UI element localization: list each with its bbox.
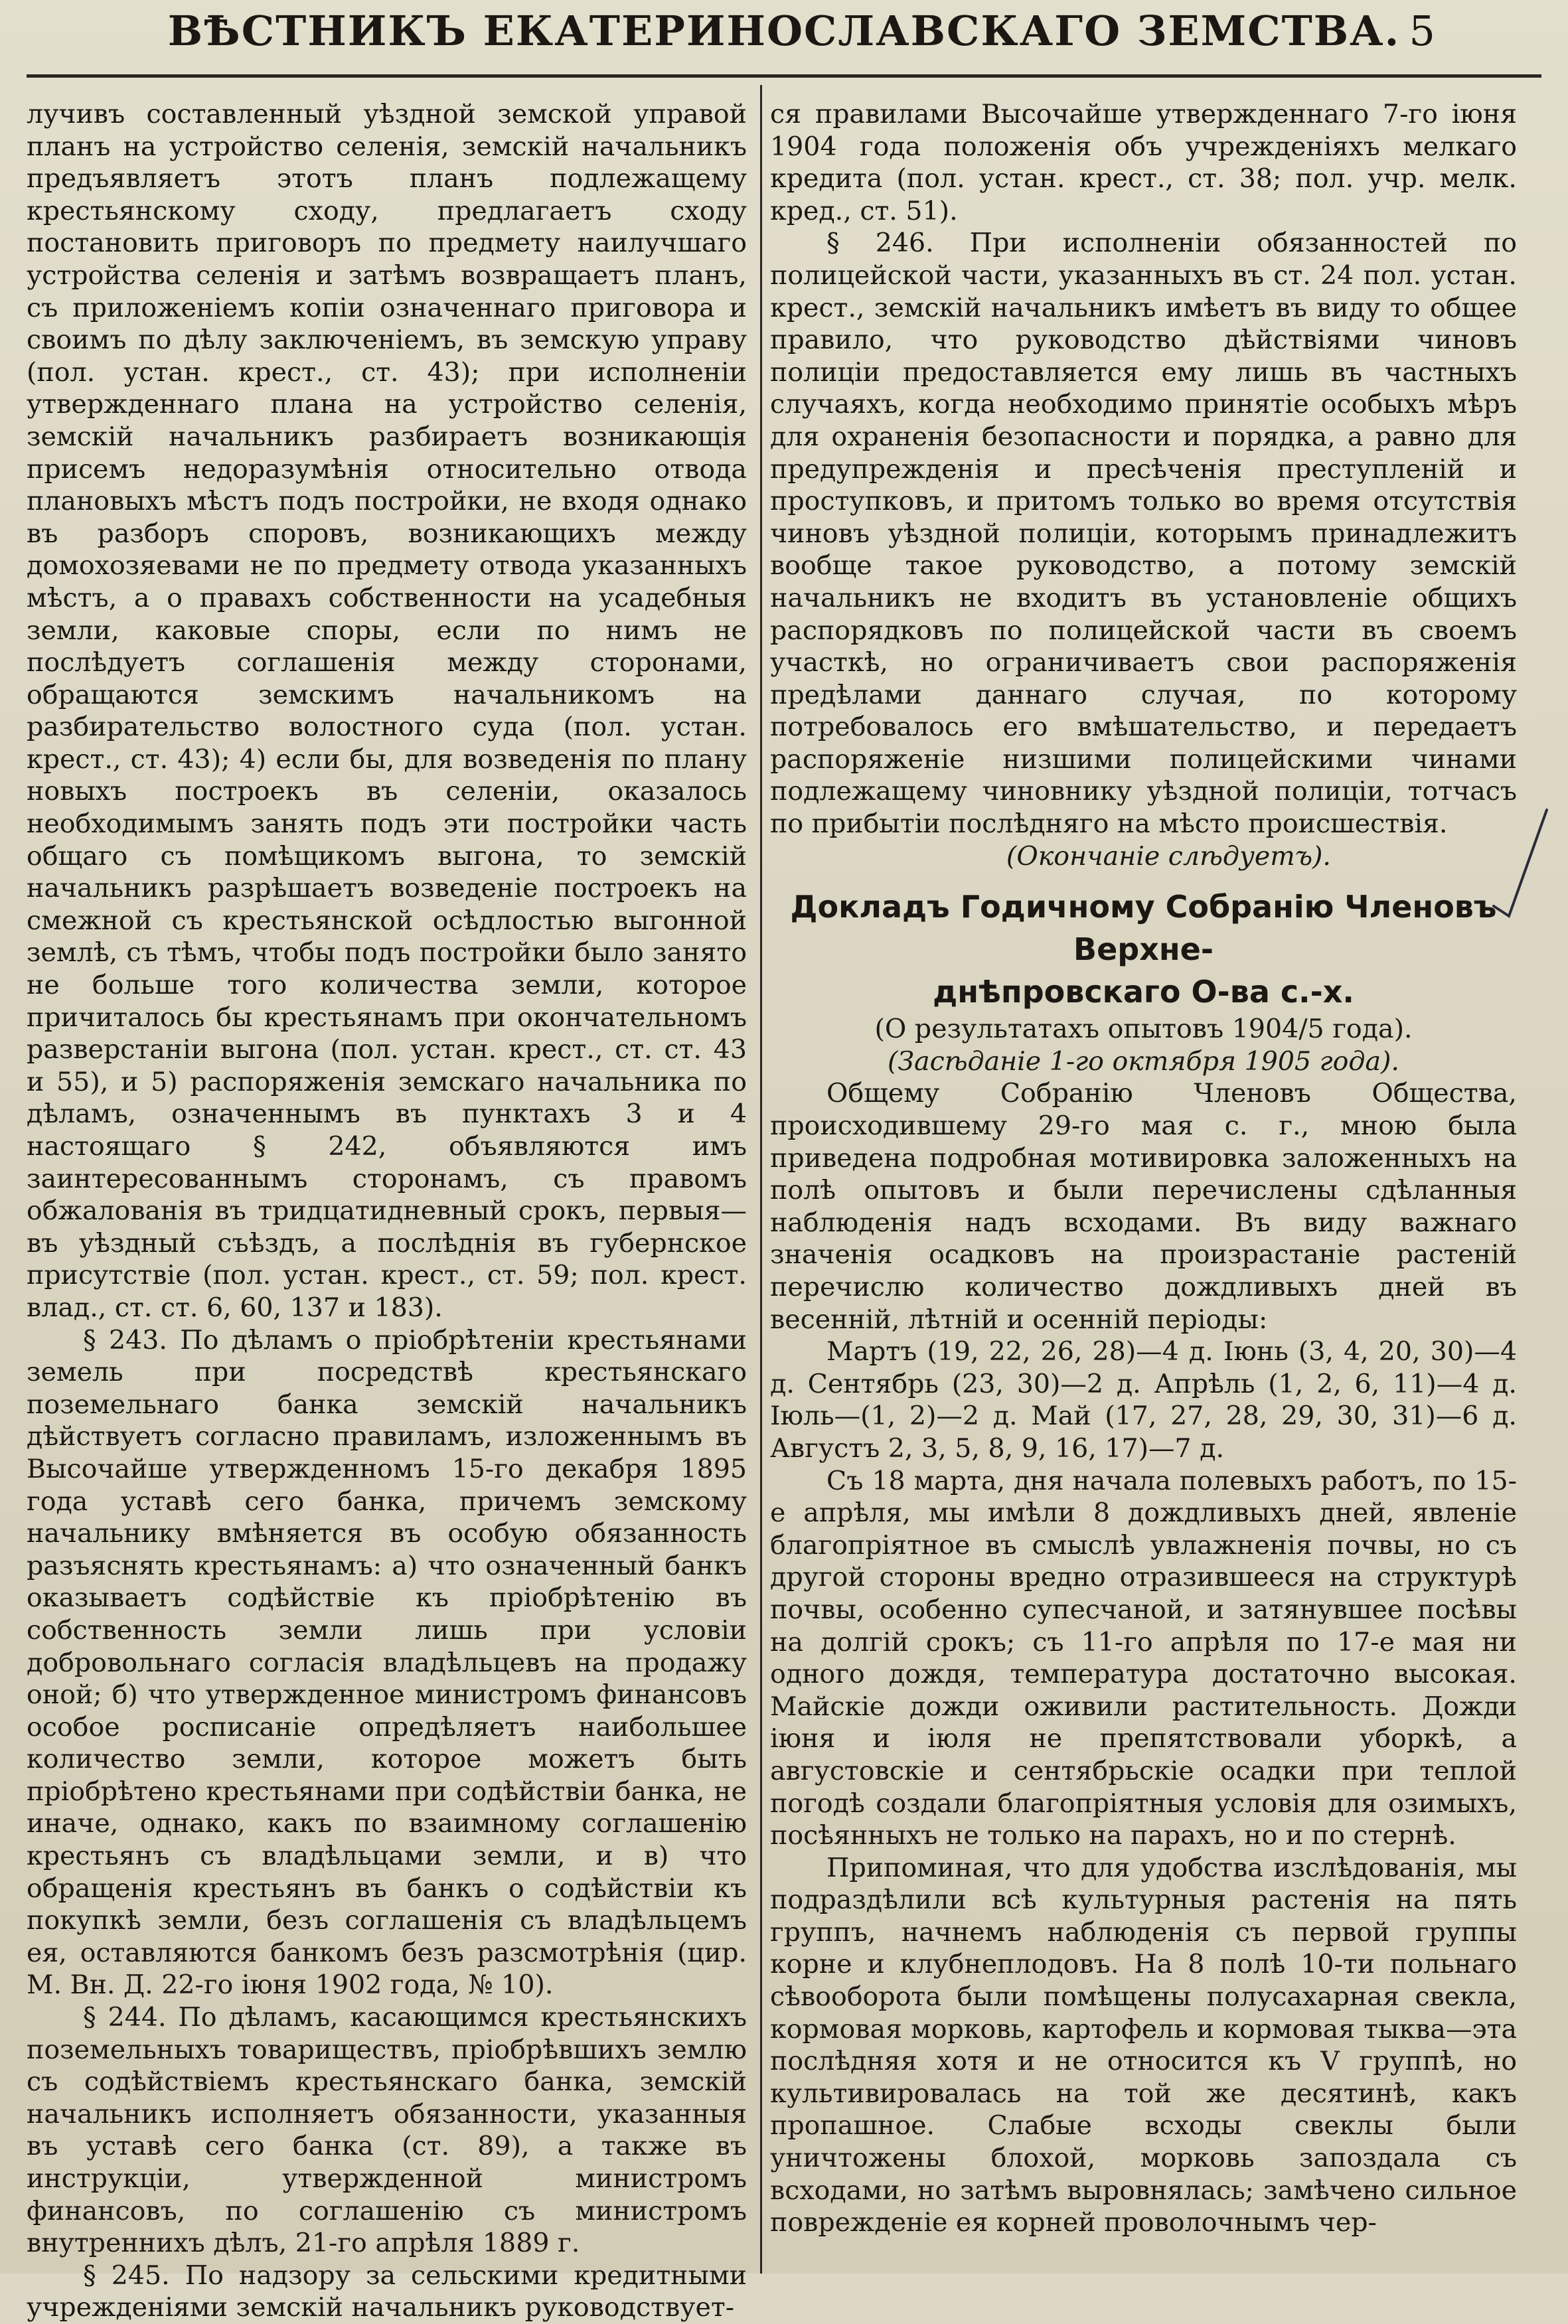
pencil-check-mark [1490,807,1550,919]
page-header [0,0,1568,73]
to-be-continued: (Окончаніе слѣдуетъ). [1006,840,1331,872]
crop-groups-paragraph: Припоминая, что для удобства изслѣдованія, мы подраздѣлили всѣ культурныя растенія на пять группъ, начнемъ наблюденія съ первой группы корне и клубнеплодовъ. На 8 полѣ 10-ти польнаго сѣвооборота были помѣщены полусахарная свекла, кормовая морковь, картофель и кормовая тыква—эта послѣдняя хотя и не относится къ V группѣ, но культивировалась на той же десятинѣ, какъ пропашное. Слабые всходы свеклы были уничтожены блохой, морковь запоздала съ всходами, но затѣмъ выровнялась; замѣчено сильное поврежденіе ея корней проволочнымъ чер- [770,1852,1517,2238]
article-subtitle: (О результатахъ опытовъ 1904/5 года). [874,1014,1413,1045]
report-intro-paragraph: Общему Собранію Членовъ Общества, происходившему 29-го мая с. г., мною была приведена подробная мотивировка заложенныхъ на полѣ опытовъ и были перечислены сдѣланныя наблюденія надъ всходами. Въ виду важнаго значенія осадковъ на произрастаніе растеній перечислю количество дождливыхъ дней въ весенній, лѣтній и осенній періоды: [770,1078,1517,1335]
field-work-paragraph: Съ 18 марта, дня начала полевыхъ работъ, по 15-е апрѣля, мы имѣли 8 дождливыхъ дней, явленіе благопріятное въ смыслѣ увлажненія почвы, но съ другой стороны вредно отразившееся на структурѣ почвы, особенно супесчаной, и затянувшее посѣвы на долгій срокъ; съ 11-го апрѣля по 17-е мая ни одного дождя, температура достаточно высокая. Майскіе дожди оживили растительность. Дожди іюня и іюля не препятствовали уборкѣ, а августовскіе и сентябрьскіе осадки при теплой погодѣ создали благопріятныя условія для озимыхъ, посѣянныхъ не только на парахъ, но и по стернѣ. [770,1465,1517,1851]
paragraph-242-continued: лучивъ составленный уѣздной земской управой планъ на устройство селенія, земскій начальникъ предъявляетъ этотъ планъ подлежащему крестьянскому сходу, предлагаетъ сходу постановить приговоръ по предмету наилучшаго устройства селенія и затѣмъ возвращаетъ планъ, съ приложеніемъ копіи означеннаго приговора и своимъ по дѣлу заключеніемъ, въ земскую управу (пол. устан. крест., ст. 43); при исполненіи утвержденнаго плана на устройство селенія, земскій начальникъ разбираетъ возникающія присемъ недоразумѣнія относительно отвода плановыхъ мѣстъ подъ постройки, не входя однако въ разборъ споровъ, возникающихъ между домохозяевами не по предмету отвода указанныхъ мѣстъ, а о правахъ собственности на усадебныя земли, каковые споры, если по нимъ не послѣдуетъ соглашенія между сторонами, обращаются земскимъ начальникомъ на разбирательство волостного суда (пол. устан. крест., ст. 43); 4) если бы, для возведенія по плану новыхъ построекъ въ селеніи, оказалось необходимымъ занять подъ эти постройки часть общаго съ помѣщикомъ выгона, то земскій начальникъ разрѣшаетъ возведеніе построекъ на смежной съ крестьянской осѣдлостью выгонной землѣ, съ тѣмъ, чтобы подъ постройки было занято не больше того количества земли, которое причиталось бы крестьянамъ при окончательномъ разверстаніи выгона (пол. устан. крест., ст. ст. 43 и 55), и 5) распоряженія земскаго начальника по дѣламъ, означеннымъ въ пунктахъ 3 и 4 настоящаго § 242, объявляются имъ заинтересованнымъ сторонамъ, съ правомъ обжалованія въ тридцатидневный срокъ, первыя—въ уѣздный съѣздъ, а послѣднія въ губернское присутствіе (пол. устан. крест., ст. 59; пол. крест. влад., ст. ст. 6, 60, 137 и 183). [27,99,747,1323]
paragraph-246: § 246. При исполненіи обязанностей по полицейской части, указанныхъ въ ст. 24 пол. устан. крест., земскій начальникъ имѣетъ въ виду то общее правило, что руководство дѣйствіями чиновъ полиціи предоставляется ему лишь въ частныхъ случаяхъ, когда необходимо принятіе особыхъ мѣръ для охраненія безопасности и порядка, а равно для предупрежденія и пресѣченія преступленій и проступковъ, и притомъ только во время отсутствія чиновъ уѣздной полиціи, которымъ принадлежитъ вообще такое руководство, а потому земскій начальникъ не входитъ въ установленіе общихъ распорядковъ по полицейской части въ своемъ участкѣ, но ограничиваетъ свои распоряженія предѣлами даннаго случая, по которому потребовалось его вмѣшательство, и передаетъ распоряженіе низшими полицейскими чинами подлежащему чиновнику уѣздной полиціи, тотчасъ по прибытіи послѣдняго на мѣсто происшествія. [770,228,1517,840]
rainy-days-list: Мартъ (19, 22, 26, 28)—4 д. Іюнь (3, 4, 20, 30)—4 д. Сентябрь (23, 30)—2 д. Апрѣль (1, 2, 6, 11)—4 д. Іюль—(1, 2)—2 д. Май (17, 27, 28, 29, 30, 31)—6 д. Августъ 2, 3, 5, 8, 9, 16, 17)—7 д. [770,1336,1517,1464]
header-rule [27,74,1541,78]
article-title [770,886,1517,1013]
right-column [770,98,1517,2274]
journal-title: ВѢСТНИКЪ ЕКАТЕРИНОСЛАВСКАГО ЗЕМСТВА. [167,7,1401,55]
paragraph-245: § 245. По надзору за сельскими кредитными учрежденіями земскій начальникъ руководствует- [27,2260,747,2323]
column-divider [760,85,762,2274]
paragraph-243: § 243. По дѣламъ о пріобрѣтеніи крестьянами земель при посредствѣ крестьянскаго поземельнаго банка земскій начальникъ дѣйствуетъ согласно правиламъ, изложеннымъ въ Высочайше утвержденномъ 15-го декабря 1895 года уставѣ сего банка, причемъ земскому начальнику вмѣняется въ особую обязанность разъяснять крестьянамъ: а) что означенный банкъ оказываетъ содѣйствіе къ пріобрѣтенію въ собственность земли лишь при условіи добровольнаго согласія владѣльцевъ на продажу оной; б) что утвержденное министромъ финансовъ особое росписаніе опредѣляетъ наибольшее количество земли, которое можетъ быть пріобрѣтено крестьянами при содѣйствіи банка, не иначе, однако, какъ по взаимному соглашенію крестьянъ съ владѣльцами земли, и в) что обращенія крестьянъ въ банкъ о содѣйствіи къ покупкѣ земли, безъ соглашенія съ владѣльцемъ ея, оставляются банкомъ безъ разсмотрѣнія (цир. М. Вн. Д. 22-го іюня 1902 года, № 10). [27,1324,747,2001]
session-date: (Засѣданіе 1-го октября 1905 года). [888,1046,1399,1077]
left-column [27,98,747,2323]
paragraph-244: § 244. По дѣламъ, касающимся крестьянскихъ поземельныхъ товариществъ, пріобрѣвшихъ землю съ содѣйствіемъ крестьянскаго банка, земскій начальникъ исполняетъ обязанности, указанныя въ уставѣ сего банка (ст. 89), а также въ инструкціи, утвержденной министромъ финансовъ, по соглашенію съ министромъ внутреннихъ дѣлъ, 21-го апрѣля 1889 г. [27,2002,747,2259]
paragraph-245-continued: ся правилами Высочайше утвержденнаго 7-го іюня 1904 года положенія объ учрежденіяхъ мелкаго кредита (пол. устан. крест., ст. 38; пол. учр. мелк. кред., ст. 51). [770,99,1517,226]
article-title-line-2: днѣпровскаго О-ва с.-х. [933,974,1354,1010]
article-title-line-1: Докладъ Годичному Собранію Членовъ Верхне- [790,889,1497,968]
page-number: 5 [1409,7,1435,55]
